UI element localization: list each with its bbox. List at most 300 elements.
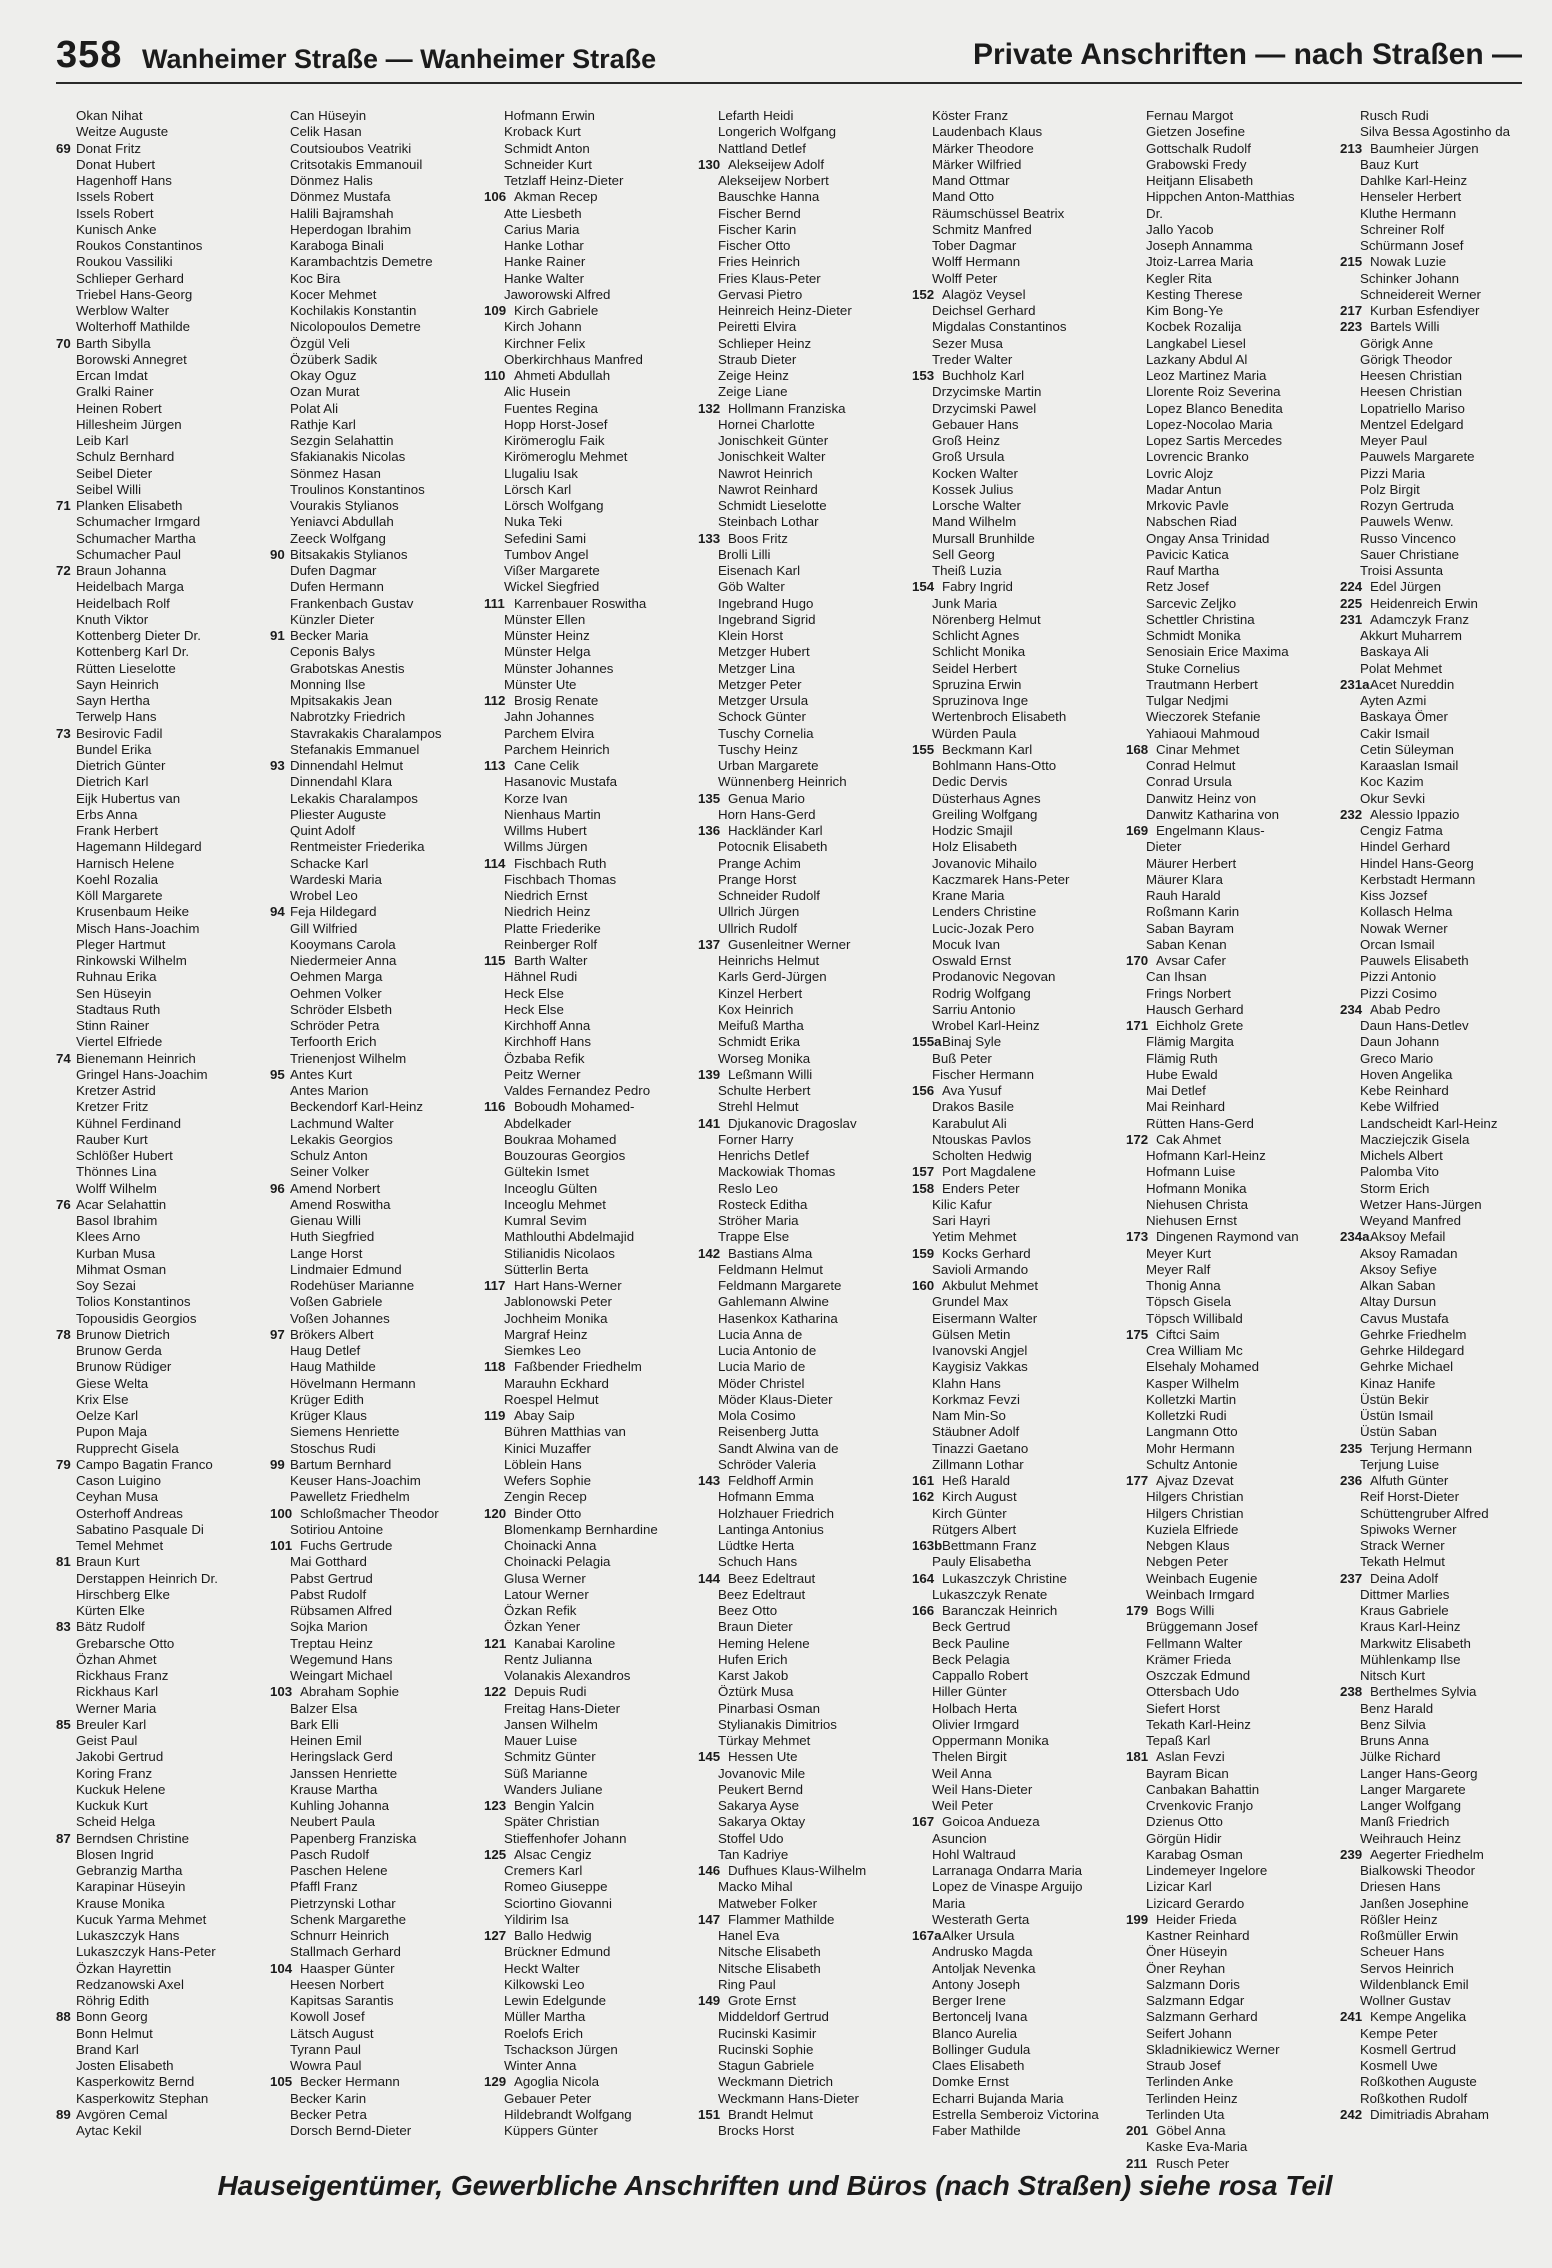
directory-entry	[484, 1798, 696, 1814]
house-number: 93	[270, 758, 285, 773]
directory-entry	[270, 1847, 482, 1863]
resident-name: Küppers Günter	[504, 2123, 598, 2138]
resident-name: Eisermann Walter	[932, 1310, 1038, 1326]
resident-name: Potocnik Elisabeth	[718, 839, 828, 855]
resident-name: Kuckuk Kurt	[76, 1798, 148, 1813]
resident-name: Wegemund Hans	[290, 1651, 393, 1667]
directory-entry	[484, 1912, 696, 1928]
resident-name: Boukraa Mohamed	[504, 1131, 617, 1147]
directory-entry	[1126, 872, 1338, 888]
resident-name: Spruzina Erwin	[932, 676, 1022, 692]
house-number: 225	[1340, 595, 1363, 611]
resident-name: Siemens Henriette	[290, 1424, 400, 1440]
directory-entry	[698, 1376, 910, 1392]
directory-entry	[484, 937, 696, 953]
directory-entry	[270, 1278, 482, 1294]
resident-name: Kasper Wilhelm	[1146, 1375, 1240, 1391]
directory-entry	[56, 1359, 268, 1375]
resident-name: Dieter	[1146, 839, 1182, 855]
resident-name: Vourakis Stylianos	[290, 498, 399, 513]
resident-name: Oehmen Volker	[290, 985, 382, 1001]
resident-name: Latour Werner	[504, 1586, 589, 1602]
resident-name: Steinbach Lothar	[718, 514, 819, 530]
resident-name: Dr.	[1146, 205, 1163, 221]
resident-name: Rodehüser Marianne	[290, 1278, 415, 1293]
directory-entry	[1126, 1051, 1338, 1067]
resident-name: Düsterhaus Agnes	[932, 790, 1041, 806]
resident-name: Marauhn Eckhard	[504, 1375, 609, 1391]
directory-entry	[1340, 303, 1552, 319]
directory-entry	[484, 1554, 696, 1570]
directory-entry	[1126, 1181, 1338, 1197]
resident-name: Kocks Gerhard	[942, 1245, 1031, 1261]
resident-name: Werner Maria	[76, 1700, 157, 1716]
directory-entry	[56, 1636, 268, 1652]
directory-entry	[698, 1977, 910, 1993]
directory-entry	[56, 1831, 268, 1847]
resident-name: Stuke Cornelius	[1146, 660, 1240, 676]
resident-name: Korkmaz Fevzi	[932, 1391, 1020, 1407]
directory-entry	[912, 1441, 1124, 1457]
resident-name: Nowak Luzie	[1370, 254, 1447, 270]
directory-entry	[56, 384, 268, 400]
resident-name: Flämig Margita	[1146, 1034, 1234, 1050]
resident-name: Storm Erich	[1360, 1180, 1430, 1196]
resident-name: Rucinski Sophie	[718, 2041, 814, 2057]
directory-entry	[698, 417, 910, 433]
resident-name: Hube Ewald	[1146, 1066, 1218, 1082]
directory-entry	[1340, 839, 1552, 855]
resident-name: Jaworowski Alfred	[504, 286, 611, 302]
resident-name: Freitag Hans-Dieter	[504, 1700, 621, 1716]
resident-name: Migdalas Constantinos	[932, 319, 1067, 335]
resident-name: Hollmann Franziska	[728, 400, 846, 416]
directory-entry	[270, 1603, 482, 1619]
resident-name: Heider Frieda	[1156, 1911, 1237, 1927]
resident-name: Siefert Horst	[1146, 1700, 1220, 1716]
directory-entry	[1126, 1067, 1338, 1083]
resident-name: Münster Heinz	[504, 628, 590, 643]
house-number: 237	[1340, 1570, 1363, 1586]
house-number: 215	[1340, 254, 1363, 270]
resident-name: Tyrann Paul	[290, 2041, 361, 2057]
resident-name: Engelmann Klaus-	[1156, 823, 1265, 838]
directory-entry	[1340, 1018, 1552, 1034]
resident-name: Schmidt Lieselotte	[718, 498, 827, 513]
resident-name: Brocks Horst	[718, 2123, 795, 2138]
directory-entry	[1126, 1944, 1338, 1960]
directory-entry	[56, 173, 268, 189]
directory-entry	[484, 531, 696, 547]
directory-entry	[912, 1457, 1124, 1473]
directory-entry	[1126, 1099, 1338, 1115]
directory-entry	[56, 287, 268, 303]
directory-entry	[56, 1083, 268, 1099]
resident-name: Cremers Karl	[504, 1863, 583, 1878]
directory-entry	[912, 401, 1124, 417]
directory-entry	[1340, 2042, 1552, 2058]
directory-entry	[698, 1441, 910, 1457]
resident-name: Thönnes Lina	[76, 1164, 157, 1180]
directory-entry	[698, 1928, 910, 1944]
directory-entry	[698, 807, 910, 823]
resident-name: Bohlmann Hans-Otto	[932, 758, 1057, 773]
directory-entry	[270, 563, 482, 579]
resident-name: Bruns Anna	[1360, 1733, 1429, 1748]
resident-name: Kirchhoff Anna	[504, 1018, 591, 1033]
resident-name: Groß Ursula	[932, 449, 1005, 465]
directory-entry	[56, 498, 268, 514]
directory-entry	[484, 1441, 696, 1457]
directory-entry	[484, 2074, 696, 2090]
resident-name: Rathje Karl	[290, 416, 356, 432]
resident-name: Lörsch Wolfgang	[504, 498, 604, 513]
resident-name: Mathlouthi Abdelmajid	[504, 1229, 635, 1245]
directory-entry	[1126, 791, 1338, 807]
directory-entry	[270, 2058, 482, 2074]
directory-entry	[270, 1441, 482, 1457]
directory-entry	[1340, 986, 1552, 1002]
resident-name: Lachmund Walter	[290, 1115, 394, 1131]
resident-name: Blomenkamp Bernhardine	[504, 1521, 658, 1537]
resident-name: Inceoglu Mehmet	[504, 1196, 606, 1212]
resident-name: Crea William Mc	[1146, 1343, 1243, 1358]
directory-entry	[270, 709, 482, 725]
resident-name: Akkurt Muharrem	[1360, 628, 1462, 643]
resident-name: Djukanovic Dragoslav	[728, 1115, 857, 1131]
resident-name: Wolterhoff Mathilde	[76, 319, 191, 335]
resident-name: Mai Detlef	[1146, 1083, 1206, 1098]
resident-name: Süß Marianne	[504, 1765, 588, 1781]
house-number: 137	[698, 936, 721, 952]
resident-name: Dufhues Klaus-Wilhelm	[728, 1863, 867, 1878]
resident-name: Kastner Reinhard	[1146, 1928, 1250, 1943]
directory-entry	[912, 1164, 1124, 1180]
directory-entry	[1126, 1684, 1338, 1700]
directory-entry	[1340, 1424, 1552, 1440]
directory-entry	[56, 319, 268, 335]
directory-entry	[912, 612, 1124, 628]
resident-name: Becker Karin	[290, 2090, 367, 2106]
directory-entry	[56, 856, 268, 872]
resident-name: Kinzel Herbert	[718, 985, 803, 1001]
directory-entry	[1126, 498, 1338, 514]
directory-entry	[698, 1831, 910, 1847]
resident-name: Ajvaz Dzevat	[1156, 1473, 1234, 1488]
directory-entry	[56, 124, 268, 140]
directory-entry	[56, 482, 268, 498]
directory-entry	[270, 1619, 482, 1635]
resident-name: Klahn Hans	[932, 1375, 1001, 1391]
house-number: 201	[1126, 2123, 1149, 2138]
resident-name: Barth Sibylla	[76, 335, 151, 351]
resident-name: Lüdtke Herta	[718, 1538, 795, 1553]
resident-name: Lopez Sartis Mercedes	[1146, 433, 1282, 448]
directory-entry	[484, 1571, 696, 1587]
resident-name: Alfuth Günter	[1370, 1473, 1449, 1488]
directory-entry	[1340, 1571, 1552, 1587]
directory-entry	[698, 1148, 910, 1164]
resident-name: Haug Detlef	[290, 1343, 361, 1358]
directory-entry	[484, 319, 696, 335]
directory-entry	[698, 1424, 910, 1440]
resident-name: Tetzlaff Heinz-Dieter	[504, 173, 624, 188]
resident-name: Bayram Bican	[1146, 1765, 1229, 1781]
directory-entry	[1126, 1327, 1338, 1343]
resident-name: Hildebrandt Wolfgang	[504, 2106, 632, 2122]
resident-name: Bühren Matthias van	[504, 1424, 626, 1440]
resident-name: Sotiriou Antoine	[290, 1521, 384, 1537]
resident-name: Tumbov Angel	[504, 546, 589, 562]
resident-name: Mauer Luise	[504, 1733, 578, 1748]
address-column-7	[1340, 108, 1552, 2148]
resident-name: Langer Hans-Georg	[1360, 1765, 1478, 1781]
resident-name: Antoljak Nevenka	[932, 1960, 1036, 1976]
resident-name: Bartels Willi	[1370, 319, 1440, 335]
house-number: 159	[912, 1245, 935, 1261]
resident-name: Avsar Cafer	[1156, 953, 1226, 968]
directory-entry	[1126, 1896, 1338, 1912]
resident-name: Leßmann Willi	[728, 1066, 813, 1082]
directory-entry	[698, 287, 910, 303]
resident-name: Mola Cosimo	[718, 1408, 796, 1423]
directory-entry	[56, 141, 268, 157]
address-column-1	[56, 108, 268, 2148]
house-number: 87	[56, 1830, 71, 1846]
directory-entry	[56, 1538, 268, 1554]
resident-name: Beez Otto	[718, 1603, 778, 1618]
resident-name: Alkan Saban	[1360, 1278, 1436, 1293]
directory-entry	[912, 189, 1124, 205]
resident-name: Becker Hermann	[300, 2074, 400, 2090]
resident-name: Estrella Semberoiz Victorina	[932, 2106, 1099, 2122]
directory-entry	[1340, 1262, 1552, 1278]
directory-entry	[56, 986, 268, 1002]
house-number: 127	[484, 1928, 507, 1943]
directory-entry	[56, 1327, 268, 1343]
resident-name: Pfaffl Franz	[290, 1879, 358, 1895]
directory-entry	[270, 1408, 482, 1424]
resident-name: Siemkes Leo	[504, 1343, 581, 1358]
resident-name: Keuser Hans-Joachim	[290, 1473, 421, 1488]
resident-name: Giese Welta	[76, 1375, 149, 1391]
directory-entry	[1340, 466, 1552, 482]
directory-entry	[912, 124, 1124, 140]
directory-entry	[1126, 1262, 1338, 1278]
resident-name: Kraus Gabriele	[1360, 1603, 1449, 1618]
directory-entry	[912, 1034, 1124, 1050]
resident-name: Tschackson Jürgen	[504, 2041, 618, 2057]
resident-name: Heck Else	[504, 985, 564, 1001]
resident-name: Cetin Süleyman	[1360, 741, 1454, 757]
directory-entry	[1126, 1554, 1338, 1570]
directory-entry	[1126, 1132, 1338, 1148]
directory-entry	[1340, 254, 1552, 270]
directory-entry	[1126, 1636, 1338, 1652]
resident-name: Wildenblanck Emil	[1360, 1976, 1469, 1992]
resident-name: Roelofs Erich	[504, 2025, 584, 2041]
directory-entry	[912, 1831, 1124, 1847]
directory-entry	[698, 1278, 910, 1294]
directory-entry	[1340, 1376, 1552, 1392]
resident-name: Heidelbach Marga	[76, 579, 184, 595]
resident-name: Bettmann Franz	[942, 1538, 1037, 1553]
directory-entry	[912, 1473, 1124, 1489]
directory-entry	[1340, 2026, 1552, 2042]
resident-name: Seibel Willi	[76, 481, 142, 497]
resident-name: Mrkovic Pavle	[1146, 498, 1229, 513]
resident-name: Rusch Rudi	[1360, 108, 1429, 123]
directory-entry	[912, 856, 1124, 872]
directory-entry	[270, 466, 482, 482]
address-columns	[56, 108, 1526, 2171]
resident-name: Romeo Giuseppe	[504, 1879, 608, 1895]
directory-entry	[484, 1701, 696, 1717]
resident-name: Gebranzig Martha	[76, 1863, 183, 1878]
resident-name: Hoven Angelika	[1360, 1066, 1453, 1082]
resident-name: Heesen Norbert	[290, 1976, 384, 1992]
directory-entry	[270, 1213, 482, 1229]
directory-entry	[270, 1652, 482, 1668]
directory-entry	[56, 596, 268, 612]
directory-entry	[270, 2009, 482, 2025]
directory-entry	[1340, 856, 1552, 872]
resident-name: Schneider Rudolf	[718, 888, 821, 903]
directory-entry	[1126, 1408, 1338, 1424]
resident-name: Ballo Hedwig	[514, 1928, 592, 1943]
house-number: 181	[1126, 1749, 1149, 1765]
resident-name: Kolletzki Martin	[1146, 1391, 1237, 1407]
directory-entry	[912, 709, 1124, 725]
resident-name: Jovanovic Mile	[718, 1765, 806, 1781]
directory-entry	[484, 173, 696, 189]
resident-name: Alessio Ippazio	[1370, 806, 1460, 822]
resident-name: Agoglia Nicola	[514, 2074, 600, 2090]
resident-name: Oberkirchhaus Manfred	[504, 351, 643, 367]
resident-name: Krause Monika	[76, 1895, 165, 1911]
resident-name: Ring Paul	[718, 1976, 776, 1992]
house-number: 144	[698, 1570, 721, 1586]
directory-entry	[484, 384, 696, 400]
directory-entry	[270, 1132, 482, 1148]
directory-entry	[1340, 1002, 1552, 1018]
directory-entry	[698, 1782, 910, 1798]
directory-entry	[270, 482, 482, 498]
resident-name: Seidel Herbert	[932, 660, 1017, 676]
directory-entry	[56, 1717, 268, 1733]
directory-entry	[698, 238, 910, 254]
directory-entry	[912, 368, 1124, 384]
directory-entry	[1126, 774, 1338, 790]
directory-entry	[484, 1262, 696, 1278]
directory-entry	[56, 1343, 268, 1359]
directory-entry	[484, 2058, 696, 2074]
directory-entry	[484, 368, 696, 384]
directory-entry	[270, 1944, 482, 1960]
resident-name: Reisenberg Jutta	[718, 1424, 819, 1440]
directory-entry	[56, 1668, 268, 1684]
directory-entry	[484, 677, 696, 693]
directory-entry	[1126, 271, 1338, 287]
directory-entry	[1340, 157, 1552, 173]
directory-entry	[484, 742, 696, 758]
resident-name: Jochheim Monika	[504, 1310, 608, 1326]
directory-entry	[1126, 1961, 1338, 1977]
directory-entry	[270, 628, 482, 644]
directory-entry	[1126, 1733, 1338, 1749]
resident-name: Hessen Ute	[728, 1749, 798, 1765]
resident-name: Rozyn Gertruda	[1360, 498, 1454, 513]
directory-entry	[698, 1896, 910, 1912]
resident-name: Brückner Edmund	[504, 1944, 611, 1960]
resident-name: Fabry Ingrid	[942, 579, 1013, 595]
directory-entry	[1340, 287, 1552, 303]
directory-entry	[56, 758, 268, 774]
resident-name: Schumacher Martha	[76, 530, 196, 546]
resident-name: Rodrig Wolfgang	[932, 985, 1031, 1001]
resident-name: Abdelkader	[504, 1115, 572, 1131]
directory-entry	[1340, 2074, 1552, 2090]
resident-name: Gervasi Pietro	[718, 286, 803, 302]
directory-entry	[484, 1376, 696, 1392]
directory-entry	[1126, 1571, 1338, 1587]
directory-entry	[1340, 1067, 1552, 1083]
directory-entry	[484, 1213, 696, 1229]
resident-name: Tober Dagmar	[932, 238, 1017, 253]
directory-entry	[56, 1376, 268, 1392]
resident-name: Voßen Johannes	[290, 1310, 390, 1326]
directory-entry	[1340, 352, 1552, 368]
resident-name: Kürten Elke	[76, 1603, 145, 1618]
resident-name: Rickhaus Franz	[76, 1668, 169, 1683]
resident-name: Westerath Gerta	[932, 1911, 1030, 1927]
resident-name: Abab Pedro	[1370, 1001, 1441, 1017]
resident-name: Frankenbach Gustav	[290, 595, 414, 611]
resident-name: Cinar Mehmet	[1156, 741, 1240, 757]
resident-name: Wertenbroch Elisabeth	[932, 709, 1067, 725]
resident-name: Aytac Kekil	[76, 2123, 142, 2138]
directory-entry	[912, 1376, 1124, 1392]
directory-entry	[56, 1896, 268, 1912]
directory-entry	[1126, 222, 1338, 238]
house-number: 167a	[912, 1928, 942, 1943]
directory-entry	[484, 514, 696, 530]
resident-name: Deichsel Gerhard	[932, 303, 1036, 318]
resident-name: Rinkowski Wilhelm	[76, 953, 187, 968]
directory-entry	[56, 466, 268, 482]
directory-entry	[484, 303, 696, 319]
house-number: 113	[484, 758, 506, 773]
resident-name: Hornei Charlotte	[718, 416, 815, 432]
resident-name: Hanke Rainer	[504, 254, 586, 270]
directory-entry	[484, 2026, 696, 2042]
resident-name: Sezer Musa	[932, 335, 1003, 351]
resident-name: Kocken Walter	[932, 465, 1018, 481]
directory-entry	[912, 498, 1124, 514]
house-number: 155	[912, 741, 935, 757]
resident-name: Nebgen Klaus	[1146, 1538, 1230, 1553]
resident-name: Bartum Bernhard	[290, 1456, 392, 1472]
directory-entry	[912, 1684, 1124, 1700]
house-number: 167	[912, 1814, 935, 1830]
directory-entry	[912, 1944, 1124, 1960]
resident-name: Gusenleitner Werner	[728, 936, 851, 952]
directory-entry	[484, 661, 696, 677]
directory-entry	[270, 206, 482, 222]
directory-entry	[1126, 596, 1338, 612]
directory-entry	[1340, 644, 1552, 660]
directory-entry	[1126, 1831, 1338, 1847]
